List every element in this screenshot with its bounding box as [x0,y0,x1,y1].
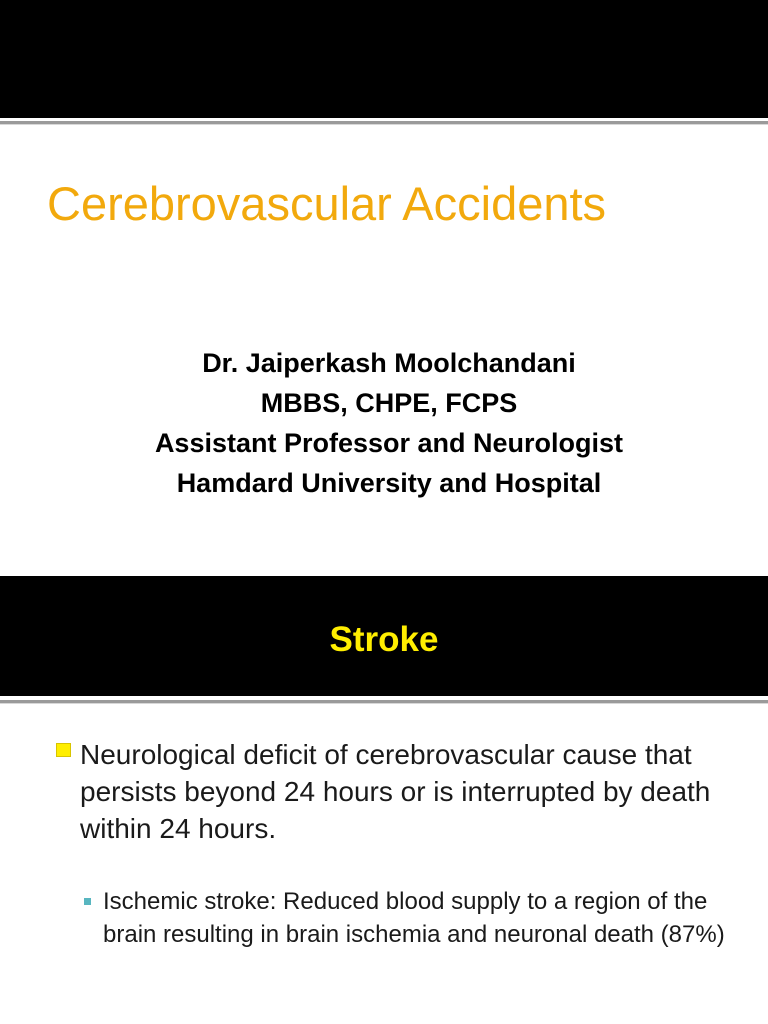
author-info [0,343,768,503]
author-position: Assistant Professor and Neurologist [154,428,624,458]
header-divider [0,700,768,704]
slide-heading: Stroke [329,620,439,659]
author-credentials: MBBS, CHPE, FCPS [260,388,518,418]
author-name: Dr. Jaiperkash Moolchandani [202,348,576,378]
small-square-bullet-icon [84,898,91,905]
bullet-text: Neurological deficit of cerebrovascular cause that persists beyond 24 hours or is interrupted by death within 24 hours. [80,739,711,844]
slide-header-band [0,576,768,696]
bullet-item [56,736,746,847]
content-slide [0,576,768,1024]
slide-header-band [0,0,768,118]
author-institution: Hamdard University and Hospital [176,468,602,498]
square-bullet-icon [56,743,71,757]
header-divider [0,121,768,125]
slide-title: Cerebrovascular Accidents [47,177,607,230]
sub-bullet-text: Ischemic stroke: Reduced blood supply to a region of the brain resulting in brain ischemia and neuronal death (87%) [103,888,725,948]
sub-bullet-item [84,885,744,951]
